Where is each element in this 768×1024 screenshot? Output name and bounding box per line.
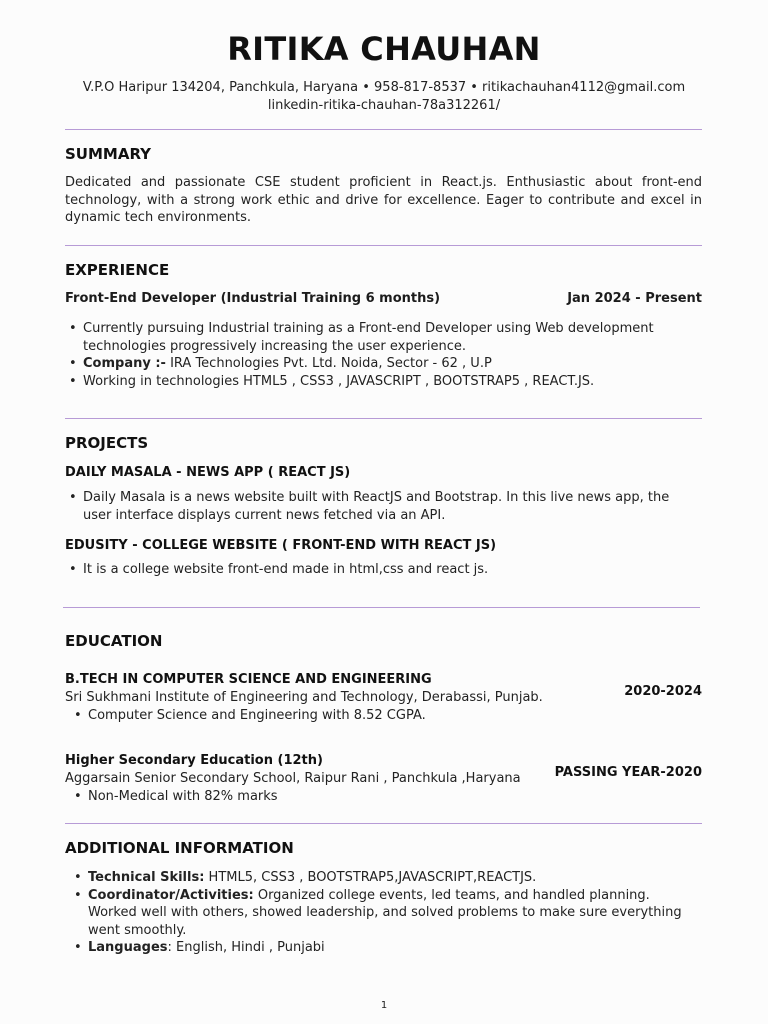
divider	[65, 823, 702, 824]
divider	[63, 607, 700, 608]
school-name: Sri Sukhmani Institute of Engineering and Technology, Derabassi, Punjab.	[65, 690, 543, 705]
divider	[65, 418, 702, 419]
education-years: PASSING YEAR-2020	[554, 765, 702, 780]
linkedin-link[interactable]: linkedin-ritika-chauhan-78a312261/	[267, 98, 501, 113]
summary-heading: SUMMARY	[65, 145, 152, 163]
company-text: IRA Technologies Pvt. Ltd. Noida, Sector - 62 , U.P	[165, 356, 492, 371]
list-item: • Daily Masala is a news website built with ReactJS and Bootstrap. In this live news app, the user interface displays current news fetched via an API.	[65, 489, 685, 524]
skills-label: Technical Skills:	[88, 870, 205, 885]
project-title: EDUSITY - COLLEGE WEBSITE ( FRONT-END WITH REACT JS)	[65, 538, 497, 553]
additional-bullets	[70, 869, 685, 957]
list-item	[65, 355, 665, 373]
list-item: • Working in technologies HTML5 , CSS3 , JAVASCRIPT , BOOTSTRAP5 , REACT.JS.	[65, 373, 665, 391]
education-bullets	[70, 707, 670, 725]
degree-title: Higher Secondary Education (12th)	[65, 753, 323, 768]
education-bullets	[70, 788, 670, 806]
coordinator-text: Organized college events, led teams, and handled planning. Worked well with others, showed leadership, and solved problems to make sure everything went smoothly.	[88, 887, 682, 938]
divider	[65, 129, 702, 130]
list-item	[70, 887, 685, 940]
list-item: • Non-Medical with 82% marks	[70, 788, 670, 806]
list-item	[70, 939, 685, 957]
projects-heading: PROJECTS	[65, 434, 149, 452]
divider	[65, 245, 702, 246]
additional-heading: ADDITIONAL INFORMATION	[65, 839, 294, 857]
summary-text: Dedicated and passionate CSE student proficient in React.js. Enthusiastic about front-end technology, with a strong work ethic and drive for excellence. Eager to contribute and excel in dynamic tech environments.	[65, 175, 702, 225]
education-years: 2020-2024	[624, 684, 702, 699]
job-title: Front-End Developer (Industrial Training 6 months)	[65, 291, 441, 306]
skills-text: HTML5, CSS3 , BOOTSTRAP5,JAVASCRIPT,REACTJS.	[204, 870, 537, 885]
experience-bullets	[65, 320, 665, 390]
list-item: • Currently pursuing Industrial training as a Front-end Developer using Web development technologies progressively increasing the user experience.	[65, 320, 665, 355]
coordinator-label: Coordinator/Activities:	[88, 887, 254, 903]
degree-title: B.TECH IN COMPUTER SCIENCE AND ENGINEERING	[65, 672, 432, 687]
project-bullets	[65, 489, 685, 524]
contact-info: V.P.O Haripur 134204, Panchkula, Haryana • 958-817-8537 • ritikachauhan4112@gmail.com	[82, 80, 686, 95]
languages-text: : English, Hindi , Punjabi	[167, 940, 325, 955]
list-item: • Computer Science and Engineering with 8.52 CGPA.	[70, 707, 670, 725]
languages-label: Languages	[88, 940, 168, 955]
list-item	[70, 869, 685, 887]
page-number: 1	[380, 1000, 388, 1011]
project-bullets	[65, 561, 685, 579]
experience-heading: EXPERIENCE	[65, 261, 170, 279]
list-item: • It is a college website front-end made in html,css and react js.	[65, 561, 685, 579]
experience-entry	[65, 291, 702, 306]
project-title: DAILY MASALA - NEWS APP ( REACT JS)	[65, 465, 351, 480]
job-dates: Jan 2024 - Present	[567, 291, 702, 306]
school-name: Aggarsain Senior Secondary School, Raipur Rani , Panchkula ,Haryana	[65, 771, 521, 786]
company-label: Company :-	[83, 356, 166, 371]
education-heading: EDUCATION	[65, 632, 163, 650]
candidate-name: RITIKA CHAUHAN	[227, 30, 541, 68]
